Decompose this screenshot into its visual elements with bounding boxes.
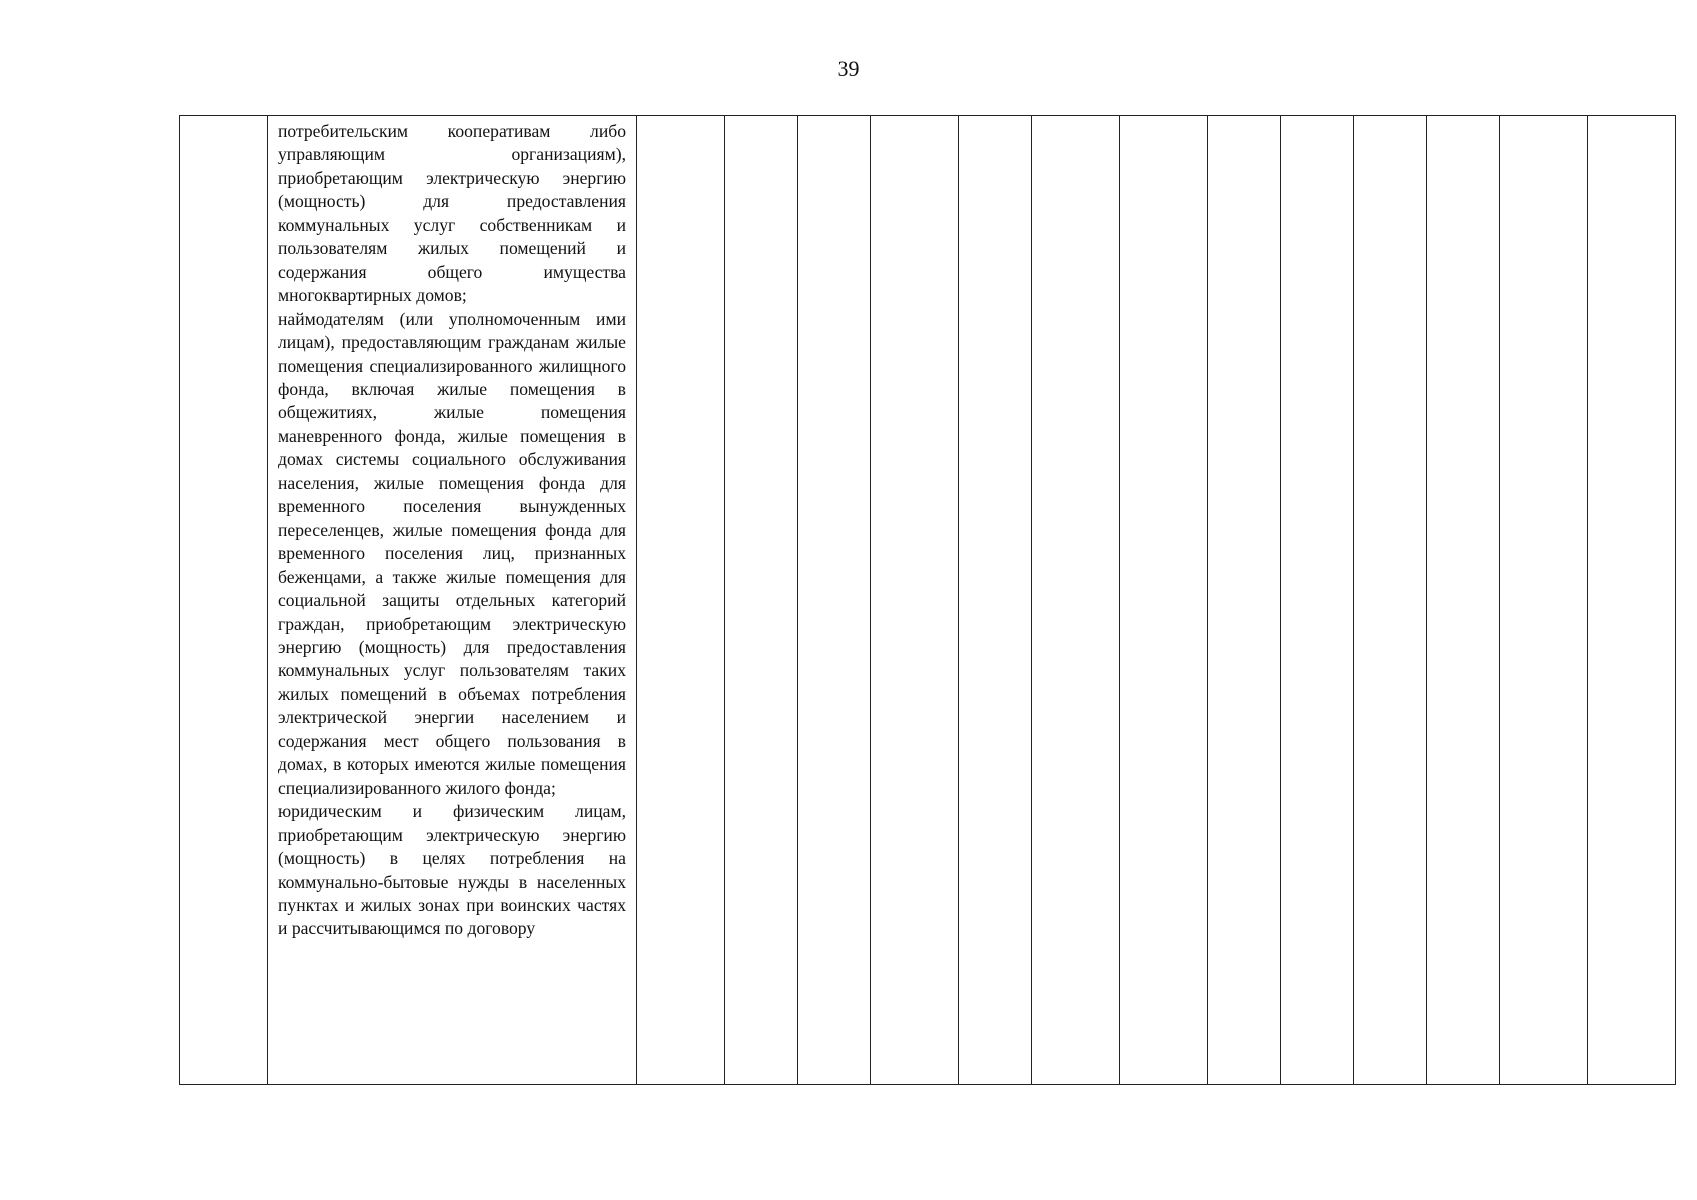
data-table xyxy=(179,115,1676,1085)
table-cell-number xyxy=(180,116,268,1085)
table-cell-description xyxy=(268,116,637,1085)
table-cell xyxy=(1588,116,1676,1085)
table-cell xyxy=(798,116,871,1085)
table-cell xyxy=(871,116,959,1085)
table-cell xyxy=(1032,116,1120,1085)
table-cell xyxy=(1208,116,1281,1085)
table-cell xyxy=(1281,116,1354,1085)
description-paragraph: наймодателям (или уполномоченным ими лицам), предоставляющим гражданам жилые помещения специализированного жилищного фонда, включая жилые помещения в общежитиях, жилые помещения маневренного фонда, жилые помещения в домах системы социального обслуживания населения, жилые помещения фонда для временного поселения вынужденных переселенцев, жилые помещения фонда для временного поселения лиц, признанных беженцами, а также жилые помещения для социальной защиты отдельных категорий граждан, приобретающим электрическую энергию (мощность) для предоставления коммунальных услуг пользователям таких жилых помещений в объемах потребления электрической энергии населением и содержания мест общего пользования в домах, в которых имеются жилые помещения специализированного жилого фонда; xyxy=(278,308,626,798)
table-cell xyxy=(1427,116,1500,1085)
table-cell xyxy=(725,116,798,1085)
table-cell xyxy=(959,116,1032,1085)
description-paragraph: потребительским кооперативам либо управляющим организациям), приобретающим электрическую энергию (мощность) для предоставления коммунальных услуг собственникам и пользователям жилых помещений и содержания общего имущества многоквартирных домов; xyxy=(278,121,626,306)
table-cell xyxy=(1500,116,1588,1085)
description-paragraph: юридическим и физическим лицам, приобретающим электрическую энергию (мощность) в целях потребления на коммунально-бытовые нужды в населенных пунктах и жилых зонах при воинских частях и рассчитывающимся по договору xyxy=(278,801,626,939)
page-number: 39 xyxy=(837,56,860,81)
description-text xyxy=(278,120,626,941)
table-cell xyxy=(637,116,725,1085)
table-cell xyxy=(1120,116,1208,1085)
table-cell xyxy=(1354,116,1427,1085)
table-row xyxy=(180,116,1676,1085)
